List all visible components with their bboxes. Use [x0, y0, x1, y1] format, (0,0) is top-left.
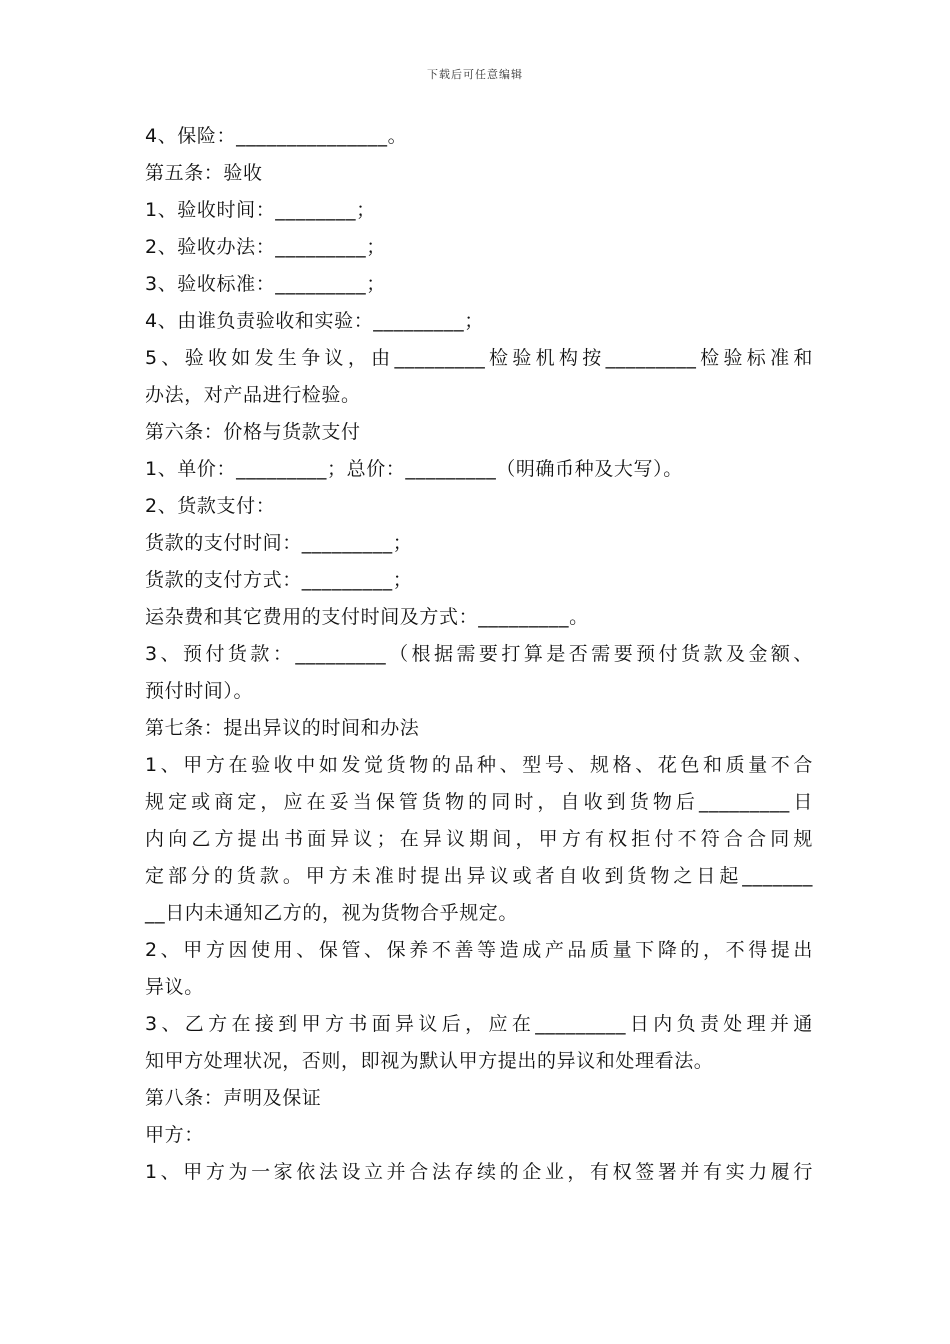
clause-line: 1、甲方为一家依法设立并合法存续的企业，有权签署并有实力履行 — [145, 1161, 813, 1183]
clause-line: 3、预付货款：_________（根据需要打算是否需要预付货款及金额、 — [145, 643, 813, 665]
clause-line: 2、验收办法：_________； — [145, 236, 386, 258]
clause-line: 2、货款支付： — [145, 495, 276, 517]
clause-line: 预付时间）。 — [145, 680, 254, 702]
clause-line: 知甲方处理状况，否则，即视为默认甲方提出的异议和处理看法。 — [145, 1050, 714, 1072]
clause-line: 5、验收如发生争议，由_________检验机构按_________检验标准和 — [145, 347, 813, 369]
clause-line: 运杂费和其它费用的支付时间及方式：_________。 — [145, 606, 589, 628]
clause-line: 2、甲方因使用、保管、保养不善等造成产品质量下降的，不得提出 — [145, 939, 813, 961]
clause-line: 规定或商定，应在妥当保管货物的同时，自收到货物后_________日 — [145, 791, 813, 813]
clause-line: 1、单价：_________；总价：_________（明确币种及大写）。 — [145, 458, 683, 480]
clause-line: 内向乙方提出书面异议；在异议期间，甲方有权拒付不符合合同规 — [145, 828, 813, 850]
clause-line: 3、乙方在接到甲方书面异议后，应在_________日内负责处理并通 — [145, 1013, 813, 1035]
clause-line: 办法，对产品进行检验。 — [145, 384, 361, 406]
clause-line: 4、保险：_______________。 — [145, 125, 408, 147]
clause-line: 1、甲方在验收中如发觉货物的品种、型号、规格、花色和质量不合 — [145, 754, 813, 776]
clause-line: 1、验收时间：________； — [145, 199, 376, 221]
section-heading: 第六条：价格与货款支付 — [145, 421, 361, 443]
section-heading: 第七条：提出异议的时间和办法 — [145, 717, 420, 739]
clause-line: 3、验收标准：_________； — [145, 273, 386, 295]
clause-line: 4、由谁负责验收和实验：_________； — [145, 310, 484, 332]
clause-line: 异议。 — [145, 976, 204, 998]
clause-line: 甲方： — [145, 1124, 204, 1146]
section-heading: 第五条：验收 — [145, 162, 263, 184]
clause-line: __日内未通知乙方的，视为货物合乎规定。 — [145, 902, 519, 924]
contract-body — [145, 118, 813, 1191]
clause-line: 货款的支付时间：_________； — [145, 532, 413, 554]
page-header-note: 下载后可任意编辑 — [427, 68, 523, 81]
section-heading: 第八条：声明及保证 — [145, 1087, 322, 1109]
clause-line: 定部分的货款。甲方未准时提出异议或者自收到货物之日起_______ — [145, 865, 813, 887]
clause-line: 货款的支付方式：_________； — [145, 569, 413, 591]
